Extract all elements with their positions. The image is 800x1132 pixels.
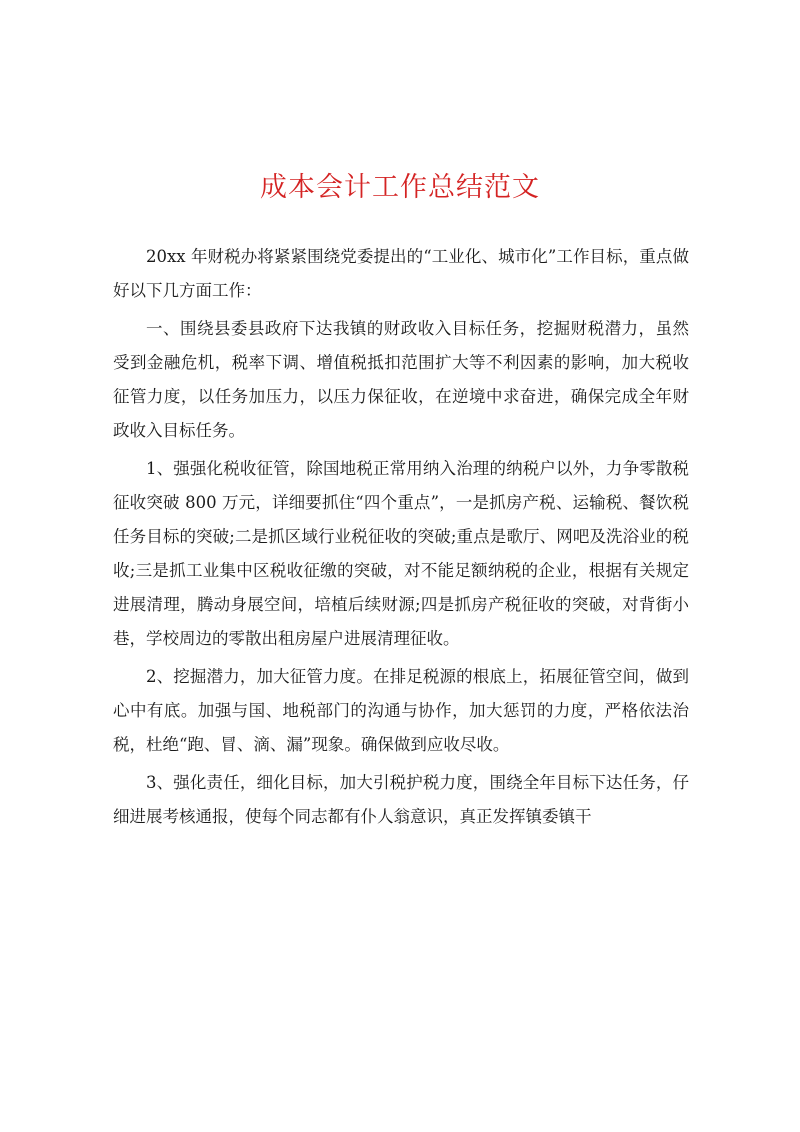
paragraph-item-three: 3、强化责任，细化目标，加大引税护税力度，围绕全年目标下达任务，仔细进展考核通报，使每个同志都有仆人翁意识，真正发挥镇委镇干 [113,773,689,826]
paragraph-item-two: 2、挖掘潜力，加大征管力度。在排足税源的根底上，拓展征管空间，做到心中有底。加强与国、地税部门的沟通与协作，加大惩罚的力度，严格依法治税，杜绝“跑、冒、滴、漏”现象。确保做到应收尽收。 [113,667,689,754]
paragraph-section-one: 一、围绕县委县政府下达我镇的财政收入目标任务，挖掘财税潜力，虽然受到金融危机，税率下调、增值税抵扣范围扩大等不利因素的影响，加大税收征管力度，以任务加压力，以压力保征收，在逆境中求奋进，确保完成全年财政收入目标任务。 [113,319,689,440]
document-body [113,240,689,834]
paragraph-intro: 20xx 年财税办将紧紧围绕党委提出的“工业化、城市化”工作目标，重点做好以下几方面工作： [113,247,689,300]
paragraph-item-one: 1、强强化税收征管，除国地税正常用纳入治理的纳税户以外，力争零散税征收突破 800 万元，详细要抓住“四个重点”，一是抓房产税、运输税、餐饮税任务目标的突破;二是抓区域行业税征收的突破;重点是歌厅、网吧及洗浴业的税收;三是抓工业集中区税收征缴的突破，对不能足额纳税的企业，根据有关规定进展清理，腾动身展空间，培植后续财源;四是抓房产税征收的突破，对背街小巷，学校周边的零散出租房屋户进展清理征收。 [113,459,689,648]
document-title: 成本会计工作总结范文 [260,172,540,203]
